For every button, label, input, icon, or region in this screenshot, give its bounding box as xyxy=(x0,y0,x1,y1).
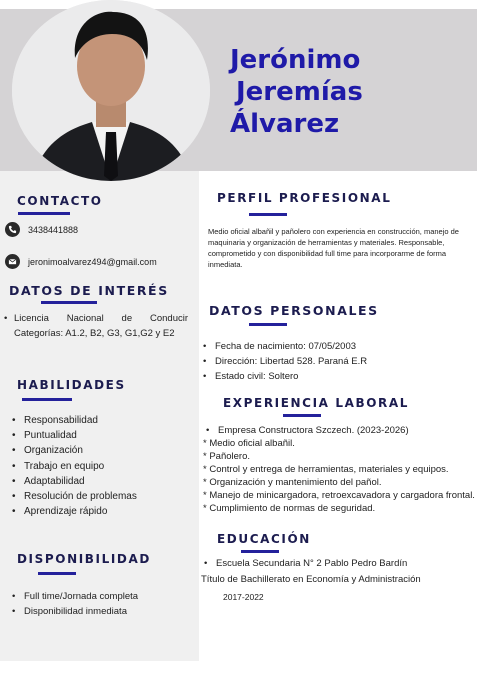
profile-text: Medio oficial albañil y pañolero con experiencia en construcción, manejo de maquinaria y organización de herramientas y materiales. Responsable, comprometido y con disponibilidad full time para incorporarme de forma inmediata. xyxy=(208,227,459,269)
contact-rule xyxy=(18,212,70,215)
personal-list xyxy=(203,339,367,384)
experience-line: * Organización y mantenimiento del pañol. xyxy=(203,477,382,488)
full-name xyxy=(230,44,363,140)
experience-heading: EXPERIENCIA LABORAL xyxy=(223,396,409,410)
experience-line: * Control y entrega de herramientas, materiales y equipos. xyxy=(203,464,449,475)
phone-icon xyxy=(5,222,20,237)
experience-line: * Medio oficial albañil. xyxy=(203,438,295,449)
name-line-3: Álvarez xyxy=(230,109,340,139)
personal-rule xyxy=(249,323,287,326)
profile-heading: PERFIL PROFESIONAL xyxy=(217,191,392,205)
education-rule xyxy=(241,550,279,553)
availability-list xyxy=(12,589,138,619)
list-item: • Responsabilidad xyxy=(12,413,137,428)
experience-company: • Empresa Constructora Szczech. (2023-2026) xyxy=(206,424,409,437)
email-address[interactable]: jeronimoalvarez494@gmail.com xyxy=(28,256,157,267)
list-item: • Resolución de problemas xyxy=(12,489,137,504)
phone-row xyxy=(5,222,78,237)
email-row xyxy=(5,254,157,269)
profile-photo xyxy=(12,0,210,181)
list-item: • Adaptabilidad xyxy=(12,474,137,489)
list-item: • Dirección: Libertad 528. Paraná E.R xyxy=(203,354,367,369)
contact-heading: CONTACTO xyxy=(17,194,103,208)
list-item: • Puntualidad xyxy=(12,428,137,443)
education-degree: Título de Bachillerato en Economía y Administración xyxy=(201,574,421,585)
skills-rule xyxy=(22,398,72,401)
availability-rule xyxy=(38,572,76,575)
experience-details xyxy=(203,437,475,515)
education-heading: EDUCACIÓN xyxy=(217,532,311,546)
list-item: • Aprendizaje rápido xyxy=(12,504,137,519)
list-item: • Disponibilidad inmediata xyxy=(12,604,138,619)
list-item: • Full time/Jornada completa xyxy=(12,589,138,604)
skills-heading: HABILIDADES xyxy=(17,378,126,392)
education-school-list xyxy=(204,557,407,570)
skills-list xyxy=(12,413,137,519)
availability-heading: DISPONIBILIDAD xyxy=(17,552,151,566)
experience-line: * Pañolero. xyxy=(203,451,251,462)
interest-item-text: Licencia Nacional de Conducir Categorías: A1.2, B2, G3, G1,G2 y E2 xyxy=(14,313,188,339)
list-item: • Organización xyxy=(12,443,137,458)
personal-heading: DATOS PERSONALES xyxy=(209,303,379,318)
experience-company-list xyxy=(206,424,409,437)
interests-rule xyxy=(41,301,97,304)
experience-rule xyxy=(283,414,321,417)
experience-line: * Cumplimiento de normas de seguridad. xyxy=(203,503,376,514)
envelope-icon xyxy=(5,254,20,269)
list-item: • Fecha de nacimiento: 07/05/2003 xyxy=(203,339,367,354)
list-item: • Trabajo en equipo xyxy=(12,459,137,474)
education-school: • Escuela Secundaria N° 2 Pablo Pedro Bardín xyxy=(204,557,407,570)
profile-rule xyxy=(249,213,287,216)
name-line-2: Jeremías xyxy=(236,77,363,107)
interests-heading: DATOS DE INTERÉS xyxy=(9,283,169,298)
education-years: 2017-2022 xyxy=(223,592,264,602)
phone-number[interactable]: 3438441888 xyxy=(28,224,79,235)
list-item: • Estado civil: Soltero xyxy=(203,369,367,384)
interest-item: • Licencia Nacional de Conducir Categorías: A1.2, B2, G3, G1,G2 y E2 xyxy=(4,313,188,339)
experience-line: * Manejo de minicargadora, retroexcavadora y cargadora frontal. xyxy=(203,490,475,501)
name-line-1: Jerónimo xyxy=(230,45,361,75)
